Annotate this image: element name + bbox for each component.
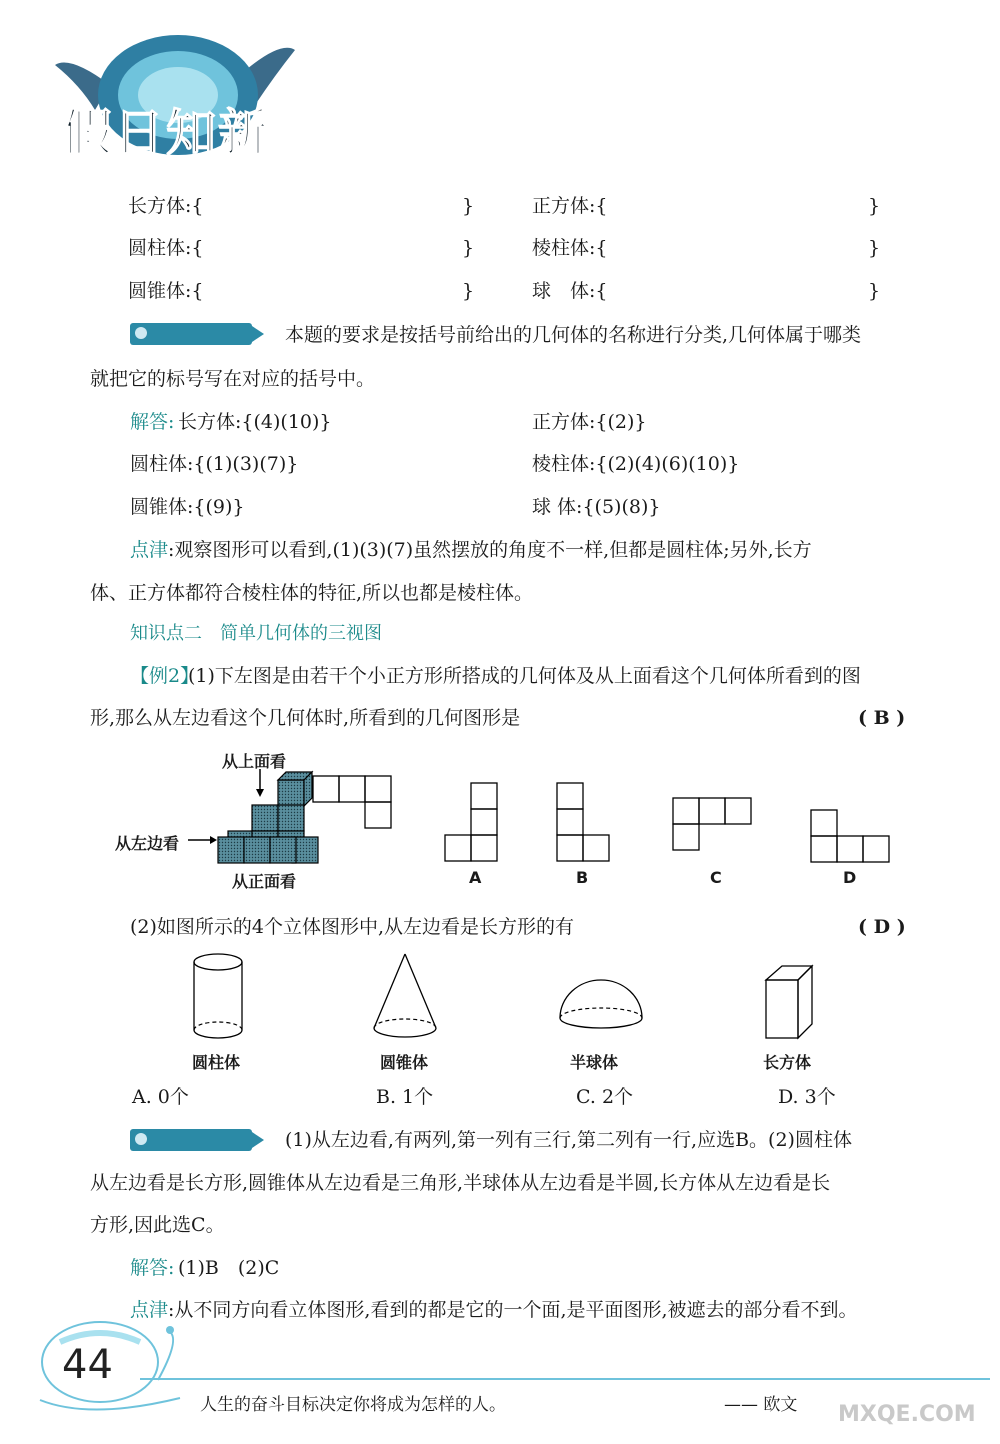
- cls-right-0: 正方体:{: [532, 195, 608, 217]
- logo-text: 假日知新: [62, 104, 270, 162]
- option-c-figure: [672, 797, 754, 853]
- option-a-figure: [444, 782, 500, 864]
- hemisphere-figure: [556, 978, 646, 1038]
- q2-text: (2)如图所示的4个立体图形中,从左边看是长方形的有: [130, 916, 575, 938]
- note1-label: 点津: [130, 539, 169, 561]
- solid-label-cuboid: 长方体: [763, 1053, 812, 1072]
- analysis2-line2: 从左边看是长方形,圆锥体从左边看是三角形,半球体从左边看是半圆,长方体从左边看是长: [90, 1172, 831, 1194]
- answer1-right-0: 正方体:{(2)}: [532, 411, 647, 433]
- choice-a: A. 0个: [132, 1086, 189, 1108]
- label-from-left: 从左边看: [115, 834, 180, 853]
- note2-text: :从不同方向看立体图形,看到的都是它的一个面,是平面图形,被遮去的部分看不到。: [168, 1299, 858, 1321]
- option-b-label: B: [576, 868, 589, 887]
- choice-b: B. 1个: [376, 1086, 434, 1108]
- choice-d: D. 3个: [778, 1086, 836, 1108]
- solid-label-cone: 圆锥体: [380, 1053, 429, 1072]
- option-d-figure: [810, 809, 892, 865]
- analysis1-line1: 本题的要求是按括号前给出的几何体的名称进行分类,几何体属于哪类: [285, 324, 862, 346]
- answer1-label: 解答:: [130, 411, 175, 433]
- answer1-left-2: 圆锥体:{(9)}: [130, 496, 245, 518]
- cls-right-end-2: }: [868, 280, 881, 302]
- note2-label: 点津: [130, 1299, 169, 1321]
- analysis1-line2: 就把它的标号写在对应的括号中。: [90, 368, 376, 390]
- cone-figure: [370, 952, 440, 1044]
- cls-right-2: 球 体:{: [532, 280, 608, 302]
- answer2-text: (1)B (2)C: [178, 1257, 280, 1279]
- footer: [0, 1320, 1000, 1444]
- example2-line2: 形,那么从左边看这个几何体时,所看到的几何图形是: [90, 707, 521, 729]
- note1-line2: 体、正方体都符合棱柱体的特征,所以也都是棱柱体。: [90, 582, 534, 604]
- choice-c: C. 2个: [576, 1086, 634, 1108]
- cls-left-2: 圆锥体:{: [128, 280, 204, 302]
- cls-right-end-0: }: [868, 195, 881, 217]
- footer-rule: [140, 1378, 990, 1380]
- example2-label: 【例2】: [130, 665, 200, 687]
- cls-right-end-1: }: [868, 237, 881, 259]
- cls-left-end-2: }: [462, 280, 475, 302]
- cls-left-0: 长方体:{: [128, 195, 204, 217]
- cuboid-figure: [764, 962, 824, 1042]
- option-c-label: C: [710, 868, 722, 887]
- answer2-label: 解答:: [130, 1257, 175, 1279]
- example2-answer: ( B ): [858, 707, 906, 729]
- solid-label-cylinder: 圆柱体: [192, 1053, 241, 1072]
- label-from-top: 从上面看: [222, 752, 287, 771]
- q2-answer: ( D ): [858, 916, 906, 938]
- top-view-grid: [312, 775, 394, 831]
- cls-left-end-0: }: [462, 195, 475, 217]
- option-a-label: A: [469, 868, 482, 887]
- note1-line1: :观察图形可以看到,(1)(3)(7)虽然摆放的角度不一样,但都是圆柱体;另外,长方: [168, 539, 812, 561]
- section-title: 知识点二 简单几何体的三视图: [130, 623, 382, 644]
- option-d-label: D: [843, 868, 857, 887]
- cls-right-1: 棱柱体:{: [532, 237, 608, 259]
- analysis2-line1: (1)从左边看,有两列,第一列有三行,第二列有一行,应选B。(2)圆柱体: [285, 1129, 852, 1151]
- footer-author: —— 欧文: [724, 1395, 798, 1415]
- answer1-right-2: 球 体:{(5)(8)}: [532, 496, 661, 518]
- analysis2-line3: 方形,因此选C。: [90, 1214, 225, 1236]
- footer-quote: 人生的奋斗目标决定你将成为怎样的人。: [200, 1395, 506, 1415]
- answer1-left-1: 圆柱体:{(1)(3)(7)}: [130, 453, 299, 475]
- cylinder-figure: [188, 952, 248, 1044]
- page-number: 44: [62, 1342, 113, 1388]
- option-b-figure: [556, 782, 612, 864]
- cls-left-1: 圆柱体:{: [128, 237, 204, 259]
- answer1-left-0: 长方体:{(4)(10)}: [178, 411, 332, 433]
- cls-left-end-1: }: [462, 237, 475, 259]
- answer1-right-1: 棱柱体:{(2)(4)(6)(10)}: [532, 453, 740, 475]
- watermark: MXQE.COM: [838, 1402, 976, 1427]
- label-from-front: 从正面看: [232, 872, 297, 891]
- header-logo: [50, 15, 300, 175]
- analysis-badge-1: [130, 323, 252, 345]
- solid-label-hemisphere: 半球体: [570, 1053, 619, 1072]
- analysis-badge-2: [130, 1129, 252, 1151]
- example2-line1: (1)下左图是由若干个小正方形所搭成的几何体及从上面看这个几何体所看到的图: [188, 665, 861, 687]
